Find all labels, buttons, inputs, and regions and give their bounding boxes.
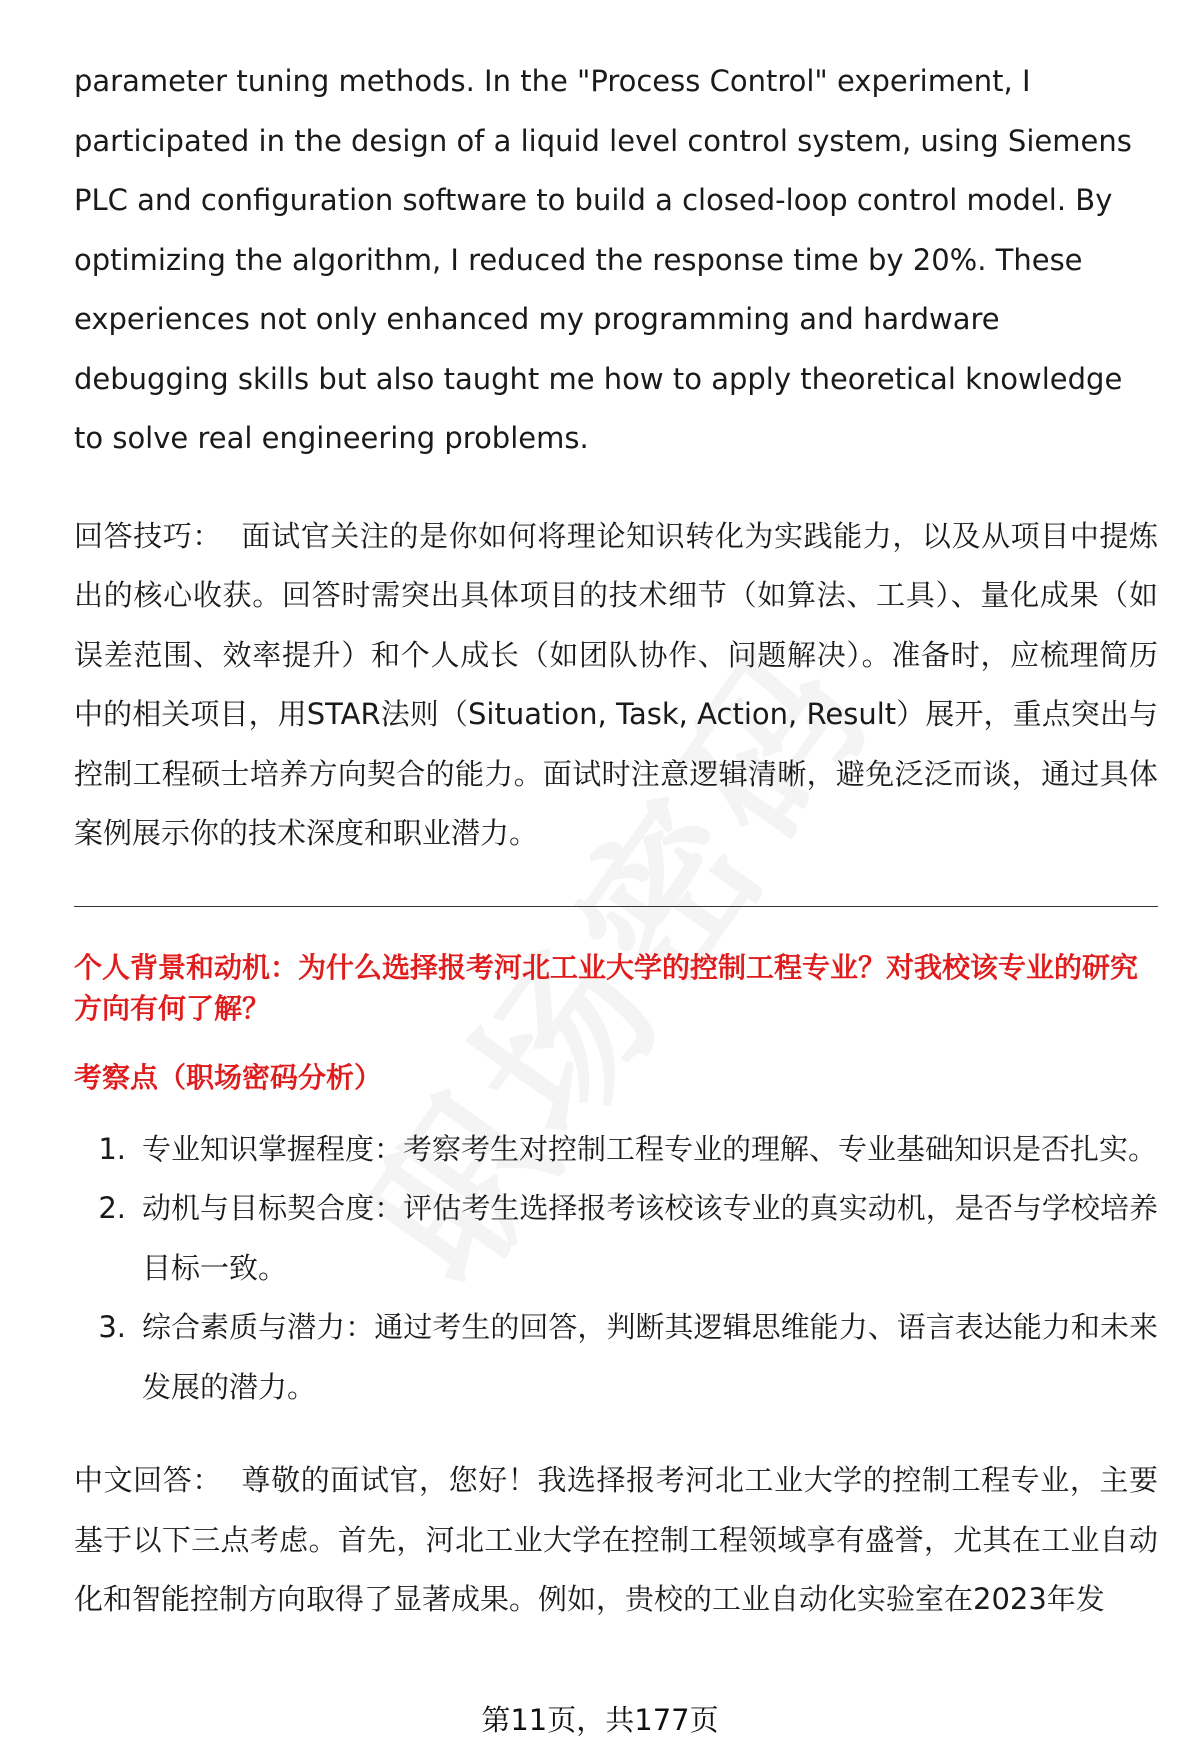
list-item bbox=[74, 1120, 1158, 1180]
list-item-number: 2. bbox=[98, 1191, 126, 1225]
answer-paragraph bbox=[74, 1451, 1158, 1630]
intro-paragraph: parameter tuning methods. In the "Process Control" experiment, I participated in the design of a liquid level control system, using Siemens PLC and configuration software to build a closed-loop control model. By optimizing the algorithm, I reduced the response time by 20%. These experiences not only enhanced my programming and hardware debugging skills but also taught me how to apply theoretical knowledge to solve real engineering problems. bbox=[74, 64, 1132, 455]
list-item-number: 3. bbox=[98, 1310, 126, 1344]
list-item-text: 专业知识掌握程度：考察考生对控制工程专业的理解、专业基础知识是否扎实。 bbox=[142, 1131, 1158, 1166]
list-item bbox=[74, 1179, 1158, 1298]
answer-text: 尊敬的面试官，您好！我选择报考河北工业大学的控制工程专业，主要基于以下三点考虑。首先，河北工业大学在控制工程领域享有盛誉，尤其在工业自动化和智能控制方向取得了显著成果。例如，贵校的工业自动化实验室在2023年发 bbox=[74, 1463, 1158, 1616]
list-item-number: 1. bbox=[98, 1131, 126, 1166]
page-footer: 第11页，共177页 bbox=[481, 1703, 719, 1737]
answer-label: 中文回答： bbox=[74, 1463, 222, 1497]
list-item bbox=[74, 1298, 1158, 1417]
tips-text: 面试官关注的是你如何将理论知识转化为实践能力，以及从项目中提炼出的核心收获。回答时需突出具体项目的技术细节（如算法、工具）、量化成果（如误差范围、效率提升）和个人成长（如团队协作、问题解决）。准备时，应梳理简历中的相关项目，用STAR法则（Situation, Task, Action, Result）展开，重点突出与控制工程硕士培养方向契合的能力。面试时注意逻辑清晰，避免泛泛而谈，通过具体案例展示你的技术深度和职业潜力。 bbox=[74, 518, 1158, 850]
section-divider bbox=[74, 906, 1158, 907]
points-list bbox=[74, 1120, 1158, 1418]
points-title: 考察点（职场密码分析） bbox=[74, 1060, 383, 1094]
document-page bbox=[74, 52, 1158, 1630]
question-title: 个人背景和动机：为什么选择报考河北工业大学的控制工程专业？对我校该专业的研究方向有何了解？ bbox=[74, 950, 1139, 1025]
tips-paragraph bbox=[74, 507, 1158, 864]
list-item-text: 动机与目标契合度：评估考生选择报考该校该专业的真实动机，是否与学校培养目标一致。 bbox=[142, 1191, 1158, 1285]
list-item-text: 综合素质与潜力：通过考生的回答，判断其逻辑思维能力、语言表达能力和未来发展的潜力。 bbox=[142, 1310, 1158, 1404]
tips-label: 回答技巧： bbox=[74, 518, 222, 553]
